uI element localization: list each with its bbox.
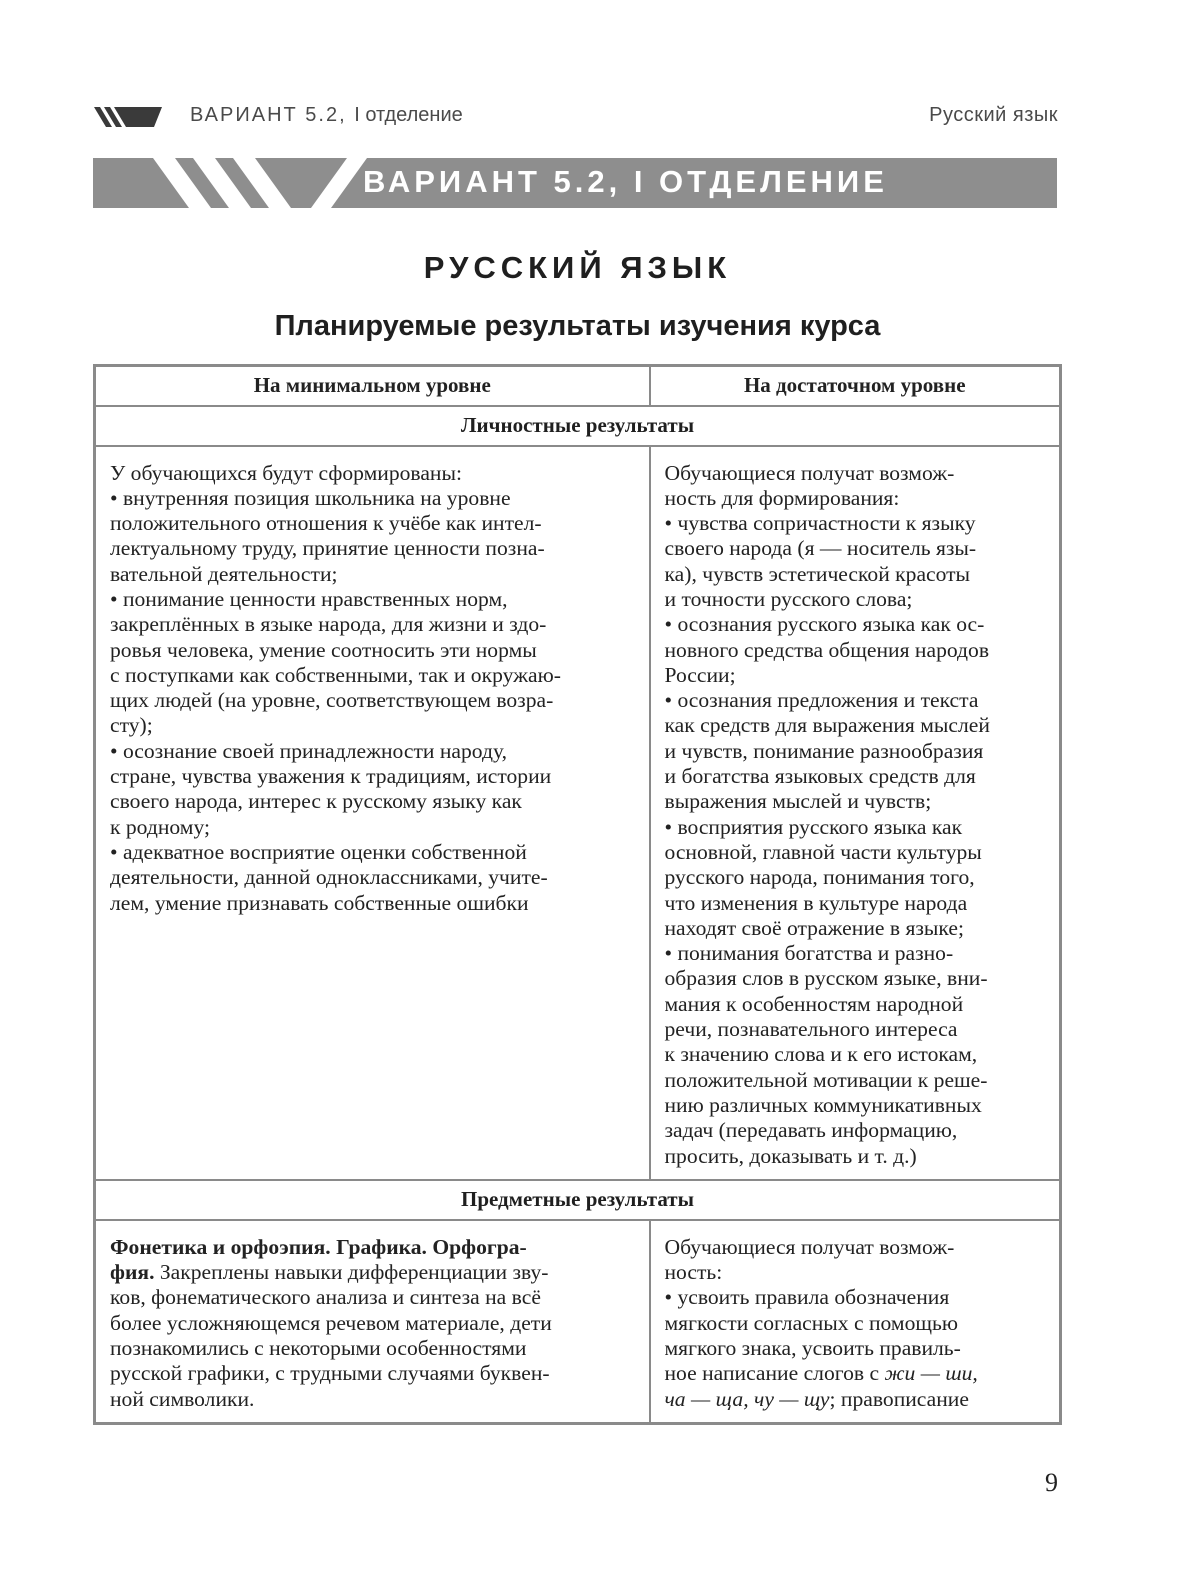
text-line: своего народа, интерес к русскому языку как [110, 789, 522, 814]
table-row-subject [95, 1220, 1061, 1424]
text-line: лектуальному труду, принятие ценности позна- [110, 536, 545, 561]
header-stripes-icon [94, 107, 164, 127]
text-line: ровья человека, умение соотносить эти нормы [110, 637, 537, 662]
banner-title: ВАРИАНТ 5.2, I ОТДЕЛЕНИЕ [363, 164, 888, 199]
text-line: мания к особенностям народной [664, 991, 964, 1016]
text-line: познакомились с некоторыми особенностями [110, 1336, 527, 1360]
text-line: • внутренняя позиция школьника на уровне [110, 485, 511, 510]
text-line: задач (передавать информацию, [664, 1118, 958, 1143]
text-line: • чувства сопричастности к языку [664, 511, 976, 536]
text-line: • адекватное восприятие оценки собственной [110, 839, 527, 864]
running-header-left [190, 104, 463, 127]
text-line: деятельности, данной одноклассниками, учите- [110, 865, 548, 890]
italic-example: ча — ща, чу — щу [664, 1386, 830, 1411]
text-line: вательной деятельности; [110, 561, 338, 586]
section-title: Планируемые результаты изучения курса [274, 310, 881, 342]
text-line: России; [664, 662, 736, 687]
text-line: • осознание своей принадлежности народу, [110, 738, 507, 763]
text-line: основной, главной части культуры [664, 839, 982, 864]
text-line: к значению слова и к его истокам, [664, 1042, 978, 1067]
lead-heading: Фонетика и орфоэпия. Графика. Орфогра- [110, 1234, 527, 1259]
text-line: что изменения в культуре народа [664, 890, 968, 915]
text-line: закреплённых в языке народа, для жизни и здо- [110, 612, 547, 637]
text-line: Обучающиеся получат возмож- [664, 1234, 955, 1259]
group-row-personal [95, 406, 1061, 446]
text-line: более усложняющемся речевом материале, дети [110, 1310, 552, 1335]
text-line: русской графики, с трудными случаями буквен- [110, 1361, 550, 1386]
text-line: и богатства языковых средств для [664, 764, 976, 789]
text-line [665, 1361, 1048, 1386]
italic-example: жи — ши, [884, 1361, 978, 1386]
text-line: щих людей (на уровне, соответствующем возра- [110, 688, 554, 713]
text-line: положительного отношения к учёбе как интел- [110, 511, 542, 536]
text-line: просить, доказывать и т. д.) [664, 1143, 917, 1168]
text-line: • осознания русского языка как ос- [664, 612, 985, 637]
lead-heading-end: фия. [110, 1260, 155, 1285]
running-header-variant: ВАРИАНТ 5.2, [190, 104, 347, 126]
cell-personal-minimal [95, 446, 650, 1180]
text-line: образия слов в русском языке, вни- [664, 966, 988, 991]
text-line: • осознания предложения и текста [664, 688, 979, 713]
text-line: ка), чувств эстетической красоты [664, 561, 971, 586]
table-row-personal [95, 446, 1061, 1180]
text-line: • понимания богатства и разно- [664, 941, 954, 966]
header-minimal-level: На минимальном уровне [95, 366, 650, 406]
text-fragment: ное написание слогов с [664, 1361, 885, 1386]
text-line: к родному; [110, 814, 210, 839]
group-title-personal: Личностные результаты [95, 406, 1061, 446]
results-table [93, 364, 1062, 1425]
text-line: мягкости согласных с помощью [664, 1310, 958, 1335]
text-line: • понимание ценности нравственных норм, [110, 586, 508, 611]
running-header-subject: Русский язык [929, 104, 1058, 126]
text-fragment: ; правописание [829, 1386, 969, 1411]
text-line: стране, чувства уважения к традициям, истории [110, 764, 552, 789]
text-line: • восприятия русского языка как [664, 814, 963, 839]
cell-subject-minimal [95, 1220, 650, 1424]
group-title-subject: Предметные результаты [95, 1180, 1061, 1220]
text-line: как средств для выражения мыслей [664, 713, 990, 738]
text-line: положительной мотивации к реше- [664, 1067, 988, 1092]
text-line: У обучающихся будут сформированы: [110, 460, 462, 485]
cell-subject-sufficient [650, 1220, 1061, 1424]
text-line: нию различных коммуникативных [664, 1092, 982, 1117]
subject-title: РУССКИЙ ЯЗЫК [423, 250, 732, 285]
text-line: мягкого знака, усвоить правиль- [664, 1336, 961, 1360]
text-line: ность: [664, 1260, 723, 1285]
cell-personal-sufficient [650, 446, 1061, 1180]
text-line: ной символики. [110, 1386, 255, 1411]
group-row-subject [95, 1180, 1061, 1220]
text-line: новного средства общения народов [664, 637, 990, 662]
text-line: и чувств, понимание разнообразия [664, 738, 984, 763]
page-number: 9 [1045, 1468, 1058, 1497]
header-sufficient-level: На достаточном уровне [650, 366, 1061, 406]
text-line [110, 1235, 637, 1260]
text-line: речи, познавательного интереса [664, 1017, 958, 1042]
chapter-banner [93, 158, 1057, 208]
text-line: русского народа, понимания того, [664, 865, 975, 890]
text-line: сту); [110, 713, 153, 738]
text-line: своего народа (я — носитель язы- [664, 536, 977, 561]
text-line: Обучающиеся получат возмож- [664, 460, 955, 485]
running-header [94, 100, 1058, 134]
text-line: ков, фонематического анализа и синтеза на всё [110, 1285, 541, 1310]
text-line: находят своё отражение в языке; [664, 915, 964, 940]
text-fragment: Закреплены навыки дифференциации зву- [154, 1260, 549, 1285]
text-line: ность для формирования: [664, 485, 900, 510]
text-line: • усвоить правила обозначения [664, 1285, 950, 1310]
table-header-row [95, 366, 1061, 406]
text-line: с поступками как собственными, так и окружаю- [110, 662, 561, 687]
text-line: лем, умение признавать собственные ошибки [110, 890, 529, 915]
text-line: выражения мыслей и чувств; [664, 789, 932, 814]
text-line [665, 1387, 1048, 1412]
text-line [110, 1260, 637, 1285]
running-header-dept: I отделение [354, 104, 463, 126]
text-line: и точности русского слова; [664, 586, 913, 611]
